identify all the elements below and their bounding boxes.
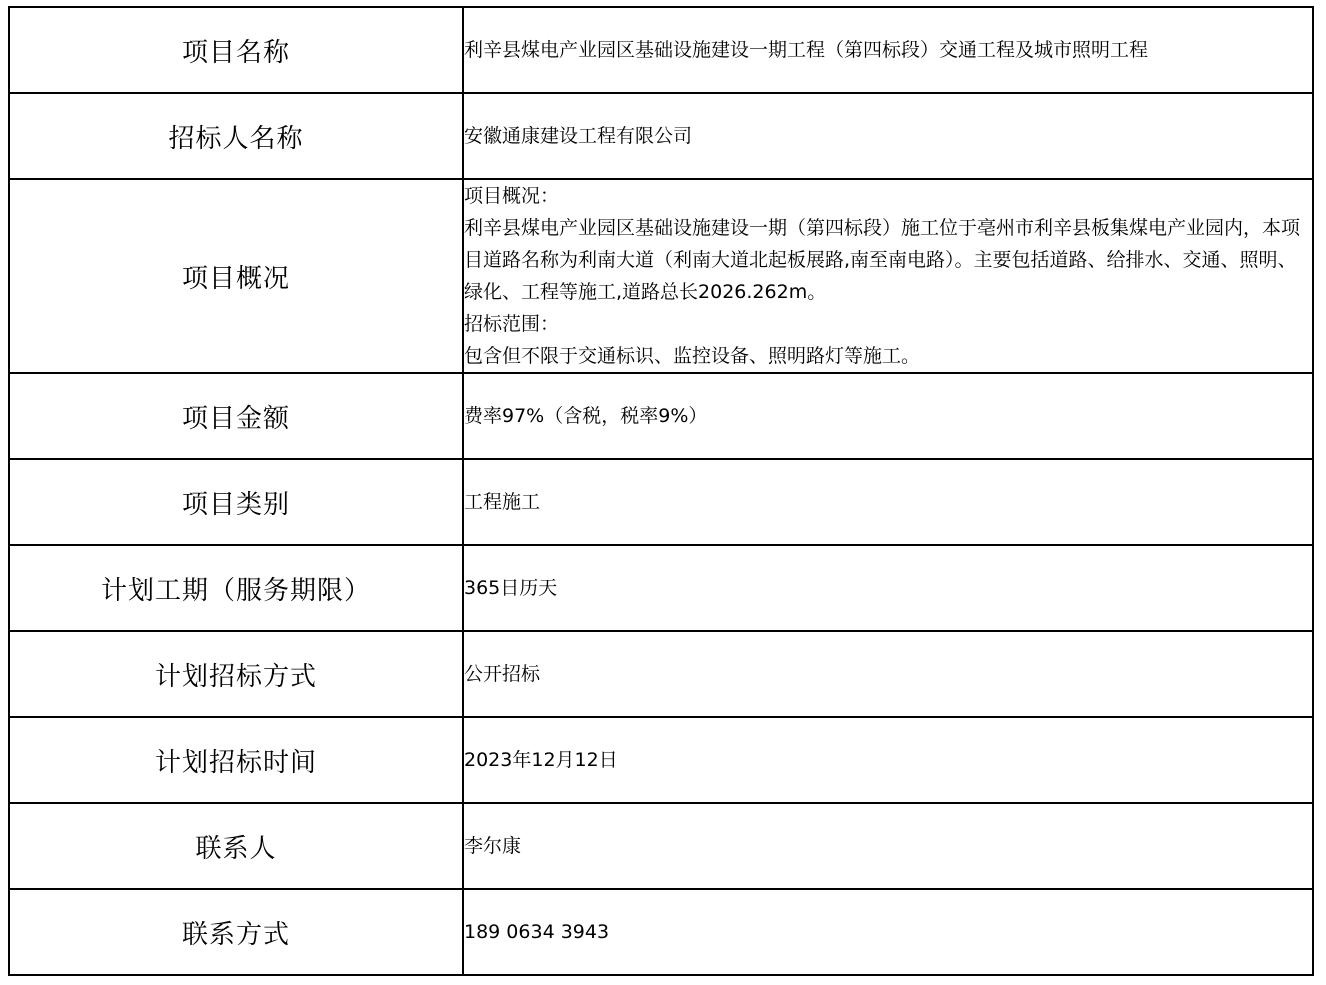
value-duration: 365日历天 bbox=[463, 545, 1313, 631]
label-project-name: 项目名称 bbox=[9, 7, 463, 93]
table-row-method bbox=[9, 631, 1313, 717]
label-phone: 联系方式 bbox=[9, 889, 463, 975]
table-row-amount bbox=[9, 373, 1313, 459]
project-info-table bbox=[8, 6, 1314, 976]
table-row-project-name bbox=[9, 7, 1313, 93]
label-date: 计划招标时间 bbox=[9, 717, 463, 803]
label-category: 项目类别 bbox=[9, 459, 463, 545]
table-row-duration bbox=[9, 545, 1313, 631]
table-row-category bbox=[9, 459, 1313, 545]
value-phone: 189 0634 3943 bbox=[463, 889, 1313, 975]
value-project-name: 利辛县煤电产业园区基础设施建设一期工程（第四标段）交通工程及城市照明工程 bbox=[463, 7, 1313, 93]
value-overview bbox=[463, 179, 1313, 373]
value-tenderer: 安徽通康建设工程有限公司 bbox=[463, 93, 1313, 179]
table-row-overview bbox=[9, 179, 1313, 373]
value-category: 工程施工 bbox=[463, 459, 1313, 545]
label-amount: 项目金额 bbox=[9, 373, 463, 459]
scope-heading: 招标范围： bbox=[464, 313, 560, 335]
table-row-phone bbox=[9, 889, 1313, 975]
value-contact: 李尔康 bbox=[463, 803, 1313, 889]
table-row-contact bbox=[9, 803, 1313, 889]
value-method: 公开招标 bbox=[463, 631, 1313, 717]
value-date: 2023年12月12日 bbox=[463, 717, 1313, 803]
scope-text: 包含但不限于交通标识、监控设备、照明路灯等施工。 bbox=[464, 345, 921, 367]
overview-heading: 项目概况： bbox=[464, 185, 560, 207]
label-duration: 计划工期（服务期限） bbox=[9, 545, 463, 631]
overview-text: 利辛县煤电产业园区基础设施建设一期（第四标段）施工位于亳州市利辛县板集煤电产业园内，本项目道路名称为利南大道（利南大道北起板展路,南至南电路）。主要包括道路、给排水、交通、照明、绿化、工程等施工,道路总长2026.262m。 bbox=[464, 217, 1301, 303]
label-overview: 项目概况 bbox=[9, 179, 463, 373]
label-method: 计划招标方式 bbox=[9, 631, 463, 717]
label-tenderer: 招标人名称 bbox=[9, 93, 463, 179]
table-row-tenderer bbox=[9, 93, 1313, 179]
table-row-date bbox=[9, 717, 1313, 803]
label-contact: 联系人 bbox=[9, 803, 463, 889]
value-amount: 费率97%（含税，税率9%） bbox=[463, 373, 1313, 459]
